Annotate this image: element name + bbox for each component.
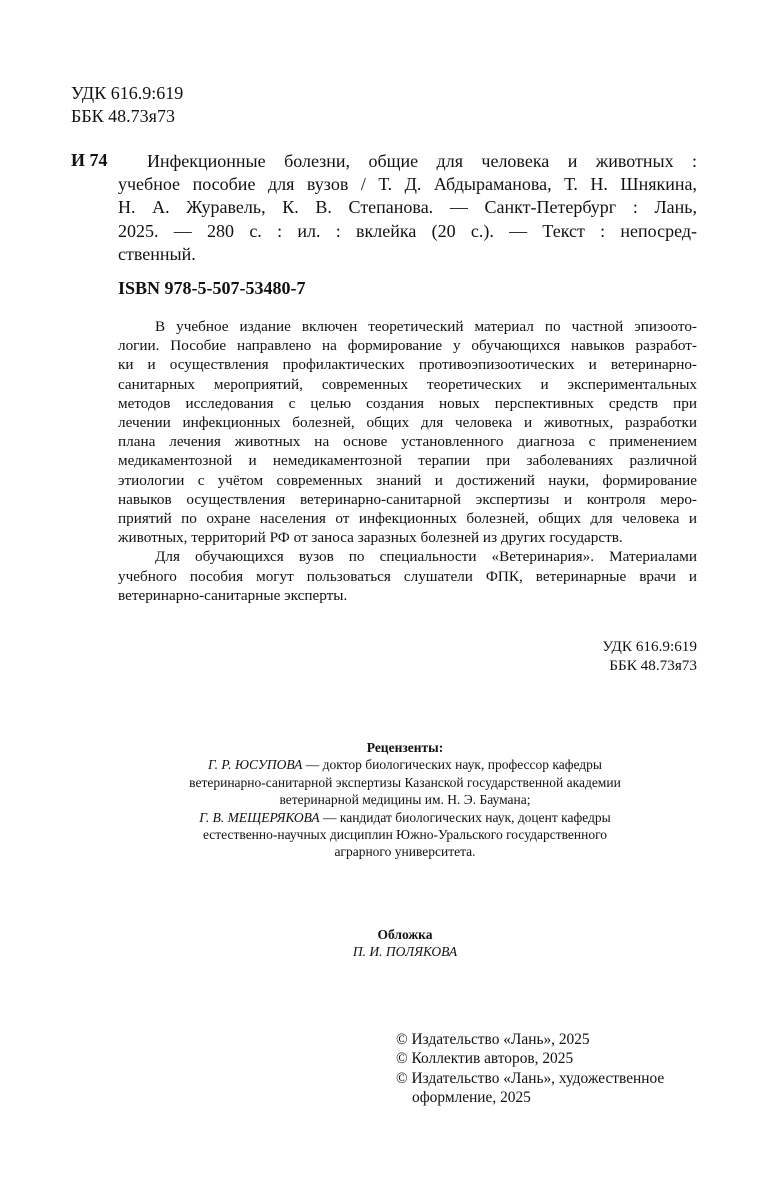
annotation-line: приятий по охране населения от инфекционных болезней, общих для человека и bbox=[118, 510, 697, 528]
cover-heading: Обложка bbox=[377, 927, 433, 942]
annotation-line: ки и осуществления профилактических противоэпизоотических и ветеринарно- bbox=[118, 356, 697, 374]
annotation bbox=[118, 317, 697, 605]
reviewers-block bbox=[120, 739, 690, 861]
copyright-block bbox=[396, 1030, 716, 1108]
bbk-code: ББК 48.73я73 bbox=[71, 106, 175, 126]
annotation-line: санитарных мероприятий, современных теоретических и экспериментальных bbox=[118, 375, 697, 393]
reviewer-2-title: — кандидат биологических наук, доцент кафедры bbox=[319, 809, 611, 825]
reviewer-2 bbox=[120, 809, 690, 826]
annotation-line: лечении инфекционных болезней, общих для человека и животных, разработки bbox=[118, 414, 697, 432]
classification-block bbox=[71, 82, 183, 128]
annotation-line: методов исследования с целью создания новых перспективных средств при bbox=[118, 394, 697, 412]
cover-artist: П. И. ПОЛЯКОВА bbox=[352, 944, 458, 960]
cover-credit bbox=[120, 926, 690, 961]
udk-code-right: УДК 616.9:619 bbox=[602, 638, 697, 655]
copyright-line: оформление, 2025 bbox=[412, 1089, 531, 1107]
bibliographic-entry bbox=[118, 150, 697, 266]
annotation-line: учебного пособия могут пользоваться слушатели ФПК, ветеринарные врачи и bbox=[118, 567, 697, 585]
copyright-line: © Коллектив авторов, 2025 bbox=[396, 1050, 574, 1068]
reviewer-1-name: Г. Р. ЮСУПОВА bbox=[207, 757, 303, 773]
annotation-line: этиологии с учётом современных знаний и достижений науки, формирование bbox=[118, 471, 697, 489]
reviewer-2-name: Г. В. МЕЩЕРЯКОВА bbox=[199, 809, 320, 825]
udk-code: УДК 616.9:619 bbox=[71, 83, 184, 103]
reviewer-2-line: естественно-научных дисциплин Южно-Уральского государственного bbox=[202, 827, 608, 843]
entry-line: 2025. — 280 с. : ил. : вклейка (20 с.). — Текст : непосред- bbox=[118, 220, 697, 241]
entry-line: ственный. bbox=[118, 243, 196, 264]
copyright-line: © Издательство «Лань», художественное bbox=[396, 1069, 665, 1087]
isbn: ISBN 978-5-507-53480-7 bbox=[118, 278, 306, 298]
reviewers-heading: Рецензенты: bbox=[366, 740, 444, 755]
reviewer-1-title: — доктор биологических наук, профессор кафедры bbox=[302, 757, 602, 773]
annotation-line: логии. Пособие направлено на формирование у обучающихся навыков разработ- bbox=[118, 337, 697, 355]
entry-line: Н. А. Журавель, К. В. Степанова. — Санкт-Петербург : Лань, bbox=[118, 197, 697, 218]
reviewer-1-line: ветеринарно-санитарной экспертизы Казанской государственной академии bbox=[189, 774, 621, 790]
annotation-line: Для обучающихся вузов по специальности «Ветеринария». Материалами bbox=[155, 548, 697, 566]
bbk-code-right: ББК 48.73я73 bbox=[609, 657, 697, 674]
author-mark: И 74 bbox=[71, 150, 108, 170]
annotation-classification bbox=[400, 637, 697, 675]
entry-line: учебное пособие для вузов / Т. Д. Абдыраманова, Т. Н. Шнякина, bbox=[118, 174, 697, 195]
annotation-line: В учебное издание включен теоретический материал по частной эпизоото- bbox=[155, 318, 697, 335]
annotation-line: плана лечения животных на основе установленного диагноза с применением bbox=[118, 433, 697, 451]
annotation-line: медикаментозной и немедикаментозной терапии при заболеваниях различной bbox=[118, 452, 697, 470]
annotation-line: ветеринарно-санитарные эксперты. bbox=[118, 586, 348, 604]
reviewer-1 bbox=[120, 756, 690, 773]
annotation-line: животных, территорий РФ от заноса заразных болезней из других государств. bbox=[118, 529, 623, 547]
reviewer-2-line: аграрного университета. bbox=[334, 844, 476, 860]
annotation-line: навыков осуществления ветеринарно-санитарной экспертизы и контроля меро- bbox=[118, 490, 697, 508]
copyright-line: © Издательство «Лань», 2025 bbox=[396, 1031, 590, 1048]
entry-line: Инфекционные болезни, общие для человека и животных : bbox=[147, 151, 697, 171]
reviewer-1-line: ветеринарной медицины им. Н. Э. Баумана; bbox=[279, 792, 531, 808]
